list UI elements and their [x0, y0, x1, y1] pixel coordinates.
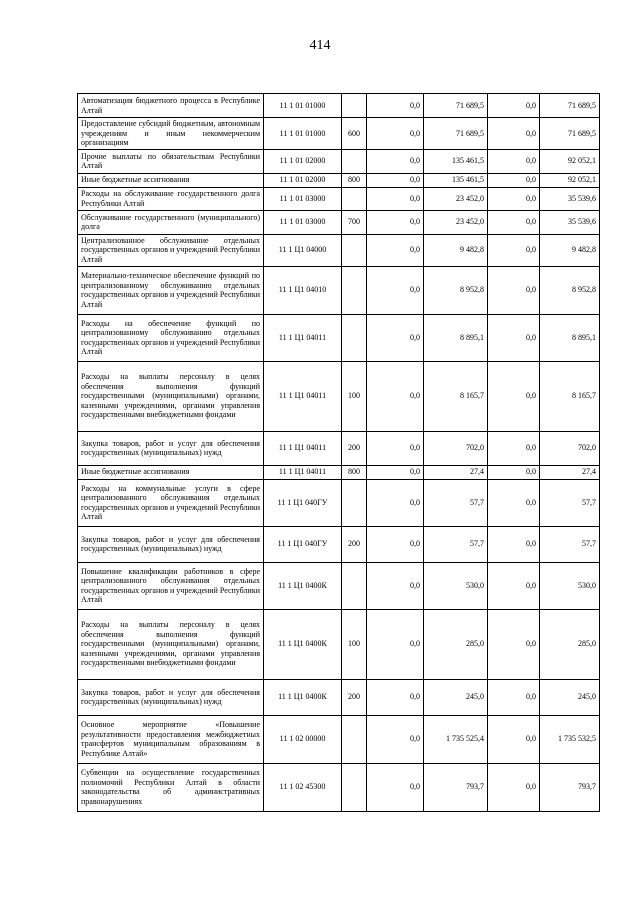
row-expense-type: [342, 715, 367, 763]
row-code: 11 1 01 02000: [264, 173, 342, 187]
row-code: 11 1 Ц1 04000: [264, 234, 342, 266]
row-name: Централизованное обслуживание отдельных государственных органов и учреждений Республики Алтай: [78, 234, 264, 266]
row-value-3: 0,0: [488, 234, 540, 266]
row-value-1: 0,0: [367, 149, 424, 173]
row-value-4: 245,0: [540, 679, 600, 715]
row-value-1: 0,0: [367, 187, 424, 210]
row-code: 11 1 01 01000: [264, 94, 342, 118]
row-name: Расходы на выплаты персоналу в целях обеспечения выполнения функций государственными (муниципальными) органами, казенными учреждениями, органами управления государственными внебюджетными фондами: [78, 609, 264, 679]
table-row: [78, 465, 600, 479]
row-value-1: 0,0: [367, 173, 424, 187]
table-row: [78, 234, 600, 266]
row-name: Иные бюджетные ассигнования: [78, 173, 264, 187]
table-row: [78, 118, 600, 150]
row-code: 11 1 01 03000: [264, 210, 342, 234]
row-value-3: 0,0: [488, 609, 540, 679]
row-value-3: 0,0: [488, 149, 540, 173]
row-value-4: 1 735 532,5: [540, 715, 600, 763]
row-value-1: 0,0: [367, 118, 424, 150]
row-name: Материально-техническое обеспечение функций по централизованному обслуживанию отдельных государственных органов и учреждений Республики Алтай: [78, 266, 264, 314]
row-name: Субвенции на осуществление государственных полномочий Республики Алтай в области законодательства об административных правонарушениях: [78, 763, 264, 811]
row-expense-type: [342, 94, 367, 118]
table-row: [78, 679, 600, 715]
row-expense-type: 100: [342, 361, 367, 431]
row-code: 11 1 Ц1 0400К: [264, 679, 342, 715]
row-value-4: 27,4: [540, 465, 600, 479]
row-expense-type: 200: [342, 526, 367, 562]
row-value-3: 0,0: [488, 763, 540, 811]
row-expense-type: [342, 234, 367, 266]
row-expense-type: [342, 266, 367, 314]
table-row: [78, 187, 600, 210]
row-code: 11 1 Ц1 0400К: [264, 562, 342, 609]
row-value-1: 0,0: [367, 314, 424, 361]
row-name: Расходы на коммунальные услуги в сфере централизованного обслуживания отдельных государственных органов и учреждений Республики Алтай: [78, 479, 264, 526]
row-value-1: 0,0: [367, 679, 424, 715]
row-value-1: 0,0: [367, 763, 424, 811]
row-value-2: 23 452,0: [424, 210, 488, 234]
table-row: [78, 361, 600, 431]
table-row: [78, 763, 600, 811]
row-value-4: 92 052,1: [540, 173, 600, 187]
row-expense-type: 200: [342, 431, 367, 465]
row-name: Автоматизация бюджетного процесса в Республике Алтай: [78, 94, 264, 118]
row-value-1: 0,0: [367, 715, 424, 763]
table-row: [78, 609, 600, 679]
row-value-4: 8 895,1: [540, 314, 600, 361]
row-value-2: 702,0: [424, 431, 488, 465]
row-value-1: 0,0: [367, 431, 424, 465]
page-number: 414: [309, 38, 331, 53]
row-value-1: 0,0: [367, 234, 424, 266]
row-name: Основное мероприятие «Повышение результативности предоставления межбюджетных трансфертов муниципальным образованиям в Республике Алтай»: [78, 715, 264, 763]
row-code: 11 1 Ц1 04011: [264, 431, 342, 465]
row-name: Повышение квалификации работников в сфере централизованного обслуживания отдельных государственных органов и учреждений Республики Алтай: [78, 562, 264, 609]
row-code: 11 1 Ц1 04011: [264, 361, 342, 431]
row-value-1: 0,0: [367, 609, 424, 679]
row-value-3: 0,0: [488, 361, 540, 431]
row-code: 11 1 01 01000: [264, 118, 342, 150]
row-expense-type: 700: [342, 210, 367, 234]
row-value-2: 1 735 525,4: [424, 715, 488, 763]
row-name: Расходы на выплаты персоналу в целях обеспечения выполнения функций государственными (муниципальными) органами, казенными учреждениями, органами управления государственными внебюджетными фондами: [78, 361, 264, 431]
row-value-3: 0,0: [488, 94, 540, 118]
row-value-3: 0,0: [488, 314, 540, 361]
table-row: [78, 562, 600, 609]
row-code: 11 1 02 45300: [264, 763, 342, 811]
table-row: [78, 431, 600, 465]
row-value-3: 0,0: [488, 562, 540, 609]
row-value-2: 23 452,0: [424, 187, 488, 210]
row-expense-type: [342, 562, 367, 609]
row-value-2: 793,7: [424, 763, 488, 811]
row-code: 11 1 Ц1 040ГУ: [264, 526, 342, 562]
row-name: Закупка товаров, работ и услуг для обеспечения государственных (муниципальных) нужд: [78, 679, 264, 715]
row-value-4: 71 689,5: [540, 94, 600, 118]
row-value-1: 0,0: [367, 479, 424, 526]
row-value-2: 57,7: [424, 526, 488, 562]
row-value-3: 0,0: [488, 431, 540, 465]
row-name: Иные бюджетные ассигнования: [78, 465, 264, 479]
table-row: [78, 94, 600, 118]
row-value-4: 35 539,6: [540, 210, 600, 234]
row-value-4: 57,7: [540, 526, 600, 562]
budget-table: [77, 93, 600, 812]
row-value-3: 0,0: [488, 266, 540, 314]
table-row: [78, 479, 600, 526]
row-expense-type: 100: [342, 609, 367, 679]
row-value-3: 0,0: [488, 210, 540, 234]
row-value-3: 0,0: [488, 526, 540, 562]
row-value-2: 9 482,8: [424, 234, 488, 266]
row-value-2: 285,0: [424, 609, 488, 679]
row-name: Прочие выплаты по обязательствам Республики Алтай: [78, 149, 264, 173]
row-name: Закупка товаров, работ и услуг для обеспечения государственных (муниципальных) нужд: [78, 526, 264, 562]
row-expense-type: [342, 149, 367, 173]
row-expense-type: 800: [342, 173, 367, 187]
row-value-1: 0,0: [367, 361, 424, 431]
row-value-4: 702,0: [540, 431, 600, 465]
table-row: [78, 210, 600, 234]
row-value-3: 0,0: [488, 187, 540, 210]
row-value-1: 0,0: [367, 562, 424, 609]
row-expense-type: 600: [342, 118, 367, 150]
row-code: 11 1 Ц1 04011: [264, 314, 342, 361]
row-code: 11 1 01 03000: [264, 187, 342, 210]
row-code: 11 1 01 02000: [264, 149, 342, 173]
row-value-2: 135 461,5: [424, 173, 488, 187]
row-value-2: 8 952,8: [424, 266, 488, 314]
row-expense-type: 800: [342, 465, 367, 479]
row-code: 11 1 Ц1 040ГУ: [264, 479, 342, 526]
row-value-2: 530,0: [424, 562, 488, 609]
row-value-3: 0,0: [488, 715, 540, 763]
row-value-1: 0,0: [367, 210, 424, 234]
table-row: [78, 526, 600, 562]
row-value-4: 71 689,5: [540, 118, 600, 150]
row-value-3: 0,0: [488, 465, 540, 479]
row-expense-type: [342, 763, 367, 811]
row-value-2: 245,0: [424, 679, 488, 715]
row-expense-type: [342, 187, 367, 210]
row-name: Обслуживание государственного (муниципального) долга: [78, 210, 264, 234]
row-value-4: 793,7: [540, 763, 600, 811]
table-row: [78, 266, 600, 314]
row-value-2: 71 689,5: [424, 94, 488, 118]
row-value-3: 0,0: [488, 679, 540, 715]
row-code: 11 1 Ц1 04010: [264, 266, 342, 314]
table-row: [78, 173, 600, 187]
row-expense-type: [342, 314, 367, 361]
row-value-3: 0,0: [488, 118, 540, 150]
row-name: Предоставление субсидий бюджетным, автономным учреждениям и иным некоммерческим организациям: [78, 118, 264, 150]
row-value-1: 0,0: [367, 94, 424, 118]
row-value-2: 27,4: [424, 465, 488, 479]
row-value-2: 8 895,1: [424, 314, 488, 361]
row-value-2: 57,7: [424, 479, 488, 526]
row-value-1: 0,0: [367, 526, 424, 562]
table-row: [78, 715, 600, 763]
table-row: [78, 149, 600, 173]
row-value-2: 8 165,7: [424, 361, 488, 431]
table-row: [78, 314, 600, 361]
row-code: 11 1 Ц1 04011: [264, 465, 342, 479]
row-value-2: 135 461,5: [424, 149, 488, 173]
table-body: [78, 94, 600, 812]
row-value-4: 8 952,8: [540, 266, 600, 314]
row-name: Расходы на обеспечение функций по централизованному обслуживанию отдельных государственных органов и учреждений Республики Алтай: [78, 314, 264, 361]
row-code: 11 1 02 00000: [264, 715, 342, 763]
row-value-4: 57,7: [540, 479, 600, 526]
row-code: 11 1 Ц1 0400К: [264, 609, 342, 679]
row-value-3: 0,0: [488, 479, 540, 526]
row-value-4: 92 052,1: [540, 149, 600, 173]
row-value-4: 530,0: [540, 562, 600, 609]
row-value-1: 0,0: [367, 266, 424, 314]
row-value-4: 285,0: [540, 609, 600, 679]
row-value-4: 8 165,7: [540, 361, 600, 431]
row-expense-type: [342, 479, 367, 526]
row-name: Расходы на обслуживание государственного долга Республики Алтай: [78, 187, 264, 210]
row-value-1: 0,0: [367, 465, 424, 479]
row-expense-type: 200: [342, 679, 367, 715]
row-value-4: 35 539,6: [540, 187, 600, 210]
row-value-3: 0,0: [488, 173, 540, 187]
row-value-4: 9 482,8: [540, 234, 600, 266]
row-name: Закупка товаров, работ и услуг для обеспечения государственных (муниципальных) нужд: [78, 431, 264, 465]
row-value-2: 71 689,5: [424, 118, 488, 150]
